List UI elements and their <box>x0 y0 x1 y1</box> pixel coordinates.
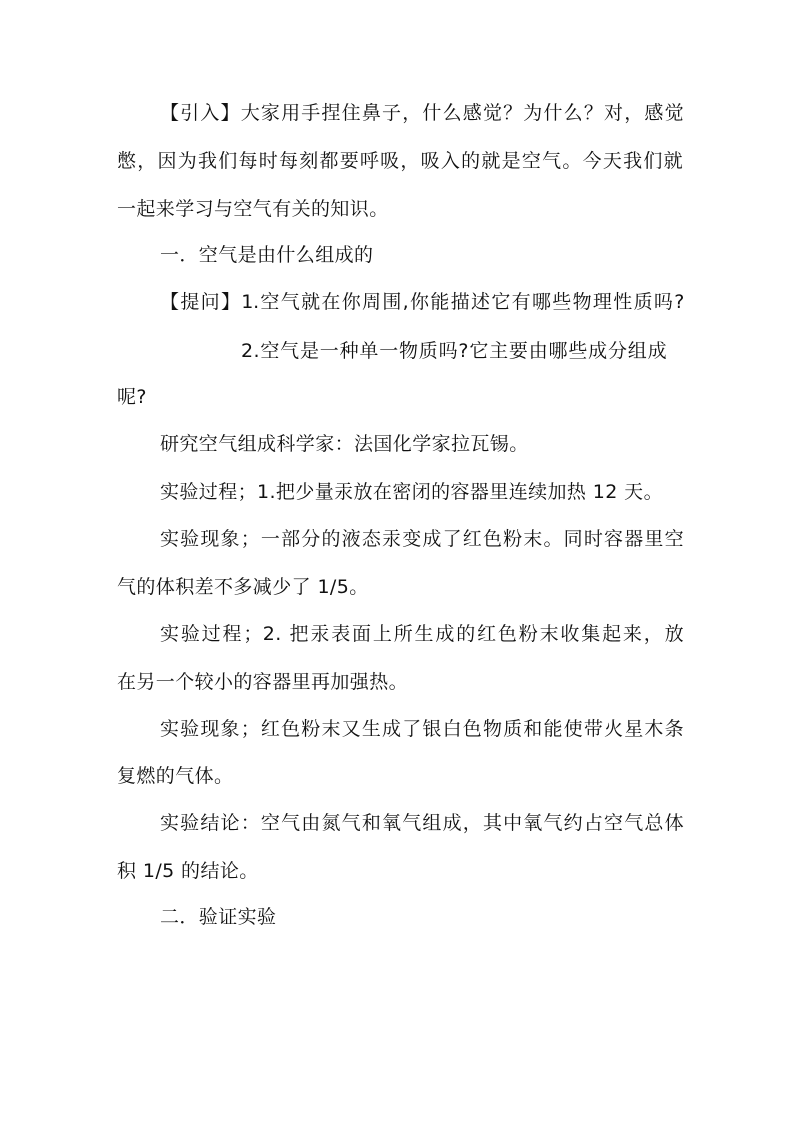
text-line: 实验过程；1.把少量汞放在密闭的容器里连续加热 12 天。 <box>160 481 663 503</box>
text-line: 实验过程；2. 把汞表面上所生成的红色粉末收集起来，放 <box>160 623 684 645</box>
text-line: 气的体积差不多减少了 1/5。 <box>117 576 369 598</box>
text-line: 实验结论：空气由氮气和氧气组成，其中氧气约占空气总体 <box>160 812 684 834</box>
text-line: 实验现象；红色粉末又生成了银白色物质和能使带火星木条 <box>160 718 684 740</box>
text-line: 呢? <box>117 386 147 408</box>
text-line: 研究空气组成科学家：法国化学家拉瓦锡。 <box>160 433 529 455</box>
text-line: 积 1/5 的结论。 <box>117 860 259 882</box>
text-line: 实验现象；一部分的液态汞变成了红色粉末。同时容器里空 <box>160 528 684 550</box>
text-line: 憋，因为我们每时每刻都要呼吸，吸入的就是空气。今天我们就 <box>117 150 683 172</box>
text-line: 一起来学习与空气有关的知识。 <box>117 198 389 220</box>
heading-text: 一．空气是由什么组成的 <box>160 244 374 266</box>
text-line: 【引入】大家用手捏住鼻子，什么感觉？为什么？对，感觉 <box>160 102 684 124</box>
heading-text: 二．验证实验 <box>160 906 277 928</box>
text-line: 2.空气是一种单一物质吗?它主要由哪些成分组成 <box>241 340 667 362</box>
text-line: 在另一个较小的容器里再加强热。 <box>117 671 409 693</box>
text-line: 【提问】1.空气就在你周围,你能描述它有哪些物理性质吗? <box>160 291 684 313</box>
text-line: 复燃的气体。 <box>117 765 234 787</box>
